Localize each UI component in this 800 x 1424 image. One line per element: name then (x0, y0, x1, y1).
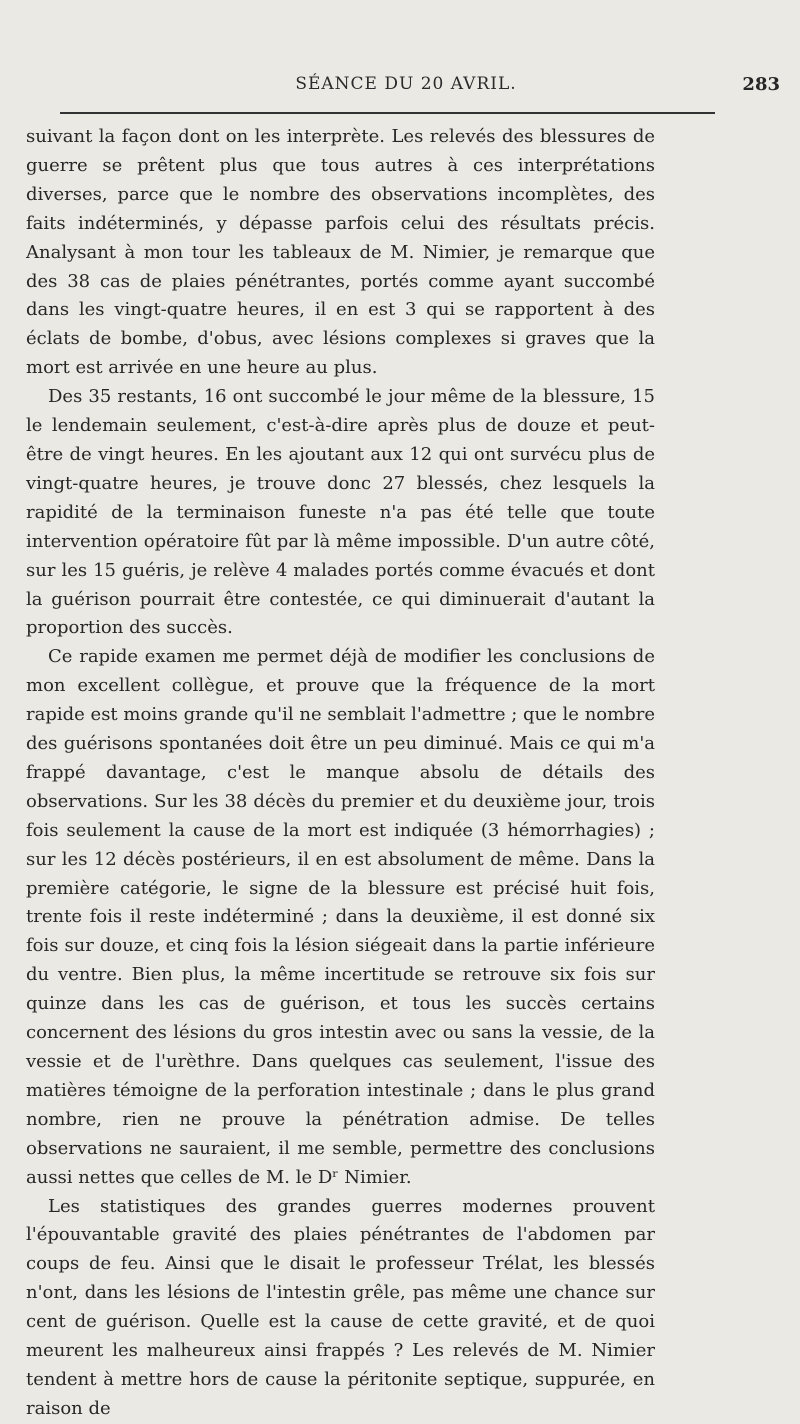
paragraph-2: Des 35 restants, 16 ont succombé le jour même de la blessure, 15 le lendemain seulement, c'est-à-dire après plus de douze et peut-être de vingt heures. En les ajoutant aux 12 qui ont survécu plus de vingt-quatre heures, je trouve donc 27 blessés, chez lesquels la rapidité de la terminaison funeste n'a pas été telle que toute intervention opératoire fût par là même impossible. D'un autre côté, sur les 15 guéris, je relève 4 malades portés comme évacués et dont la guérison pourrait être contestée, ce qui diminuerait d'autant la proportion des succès. (26, 386, 655, 639)
page-header (32, 74, 780, 98)
running-head: SÉANCE DU 20 AVRIL. (295, 74, 517, 94)
page-number: 283 (742, 74, 780, 95)
header-rule (60, 112, 715, 114)
paragraph-4: Les statistiques des grandes guerres modernes prouvent l'épouvantable gravité des plaies pénétrantes de l'abdomen par coups de feu. Ainsi que le disait le professeur Trélat, les blessés n'ont, dans les lésions de l'intestin grêle, pas même une chance sur cent de guérison. Quelle est la cause de cette gravité, et de quoi meurent les malheureux ainsi frappés ? Les relevés de M. Nimier tendent à mettre hors de cause la péritonite septique, suppurée, en raison de (26, 1195, 655, 1419)
paragraph-1: suivant la façon dont on les interprète. Les relevés des blessures de guerre se prêtent plus que tous autres à ces interprétations diverses, parce que le nombre des observations incomplètes, des faits indéterminés, y dépasse parfois celui des résultats précis. Analysant à mon tour les tableaux de M. Nimier, je remarque que des 38 cas de plaies pénétrantes, portés comme ayant succombé dans les vingt-quatre heures, il en est 3 qui se rapportent à des éclats de bombe, d'obus, avec lésions complexes si graves que la mort est arrivée en une heure au plus. (26, 126, 655, 379)
body-text (26, 123, 655, 1424)
paragraph-3: Ce rapide examen me permet déjà de modifier les conclusions de mon excellent collègue, et prouve que la fréquence de la mort rapide est moins grande qu'il ne semblait l'admettre ; que le nombre des guérisons spontanées doit être un peu diminué. Mais ce qui m'a frappé davantage, c'est le manque absolu de détails des observations. Sur les 38 décès du premier et du deuxième jour, trois fois seulement la cause de la mort est indiquée (3 hémorrhagies) ; sur les 12 décès postérieurs, il en est absolument de même. Dans la première catégorie, le signe de la blessure est précisé huit fois, trente fois il reste indéterminé ; dans la deuxième, il est donné six fois sur douze, et cinq fois la lésion siégeait dans la partie inférieure du ventre. Bien plus, la même incertitude se retrouve six fois sur quinze dans les cas de guérison, et tous les succès certains concernent des lésions du gros intestin avec ou sans la vessie, de la vessie et de l'urèthre. Dans quelques cas seulement, l'issue des matières témoigne de la perforation intestinale ; dans le plus grand nombre, rien ne prouve la pénétration admise. De telles observations ne sauraient, il me semble, permettre des conclusions aussi nettes que celles de M. le Dʳ Nimier. (26, 646, 655, 1188)
